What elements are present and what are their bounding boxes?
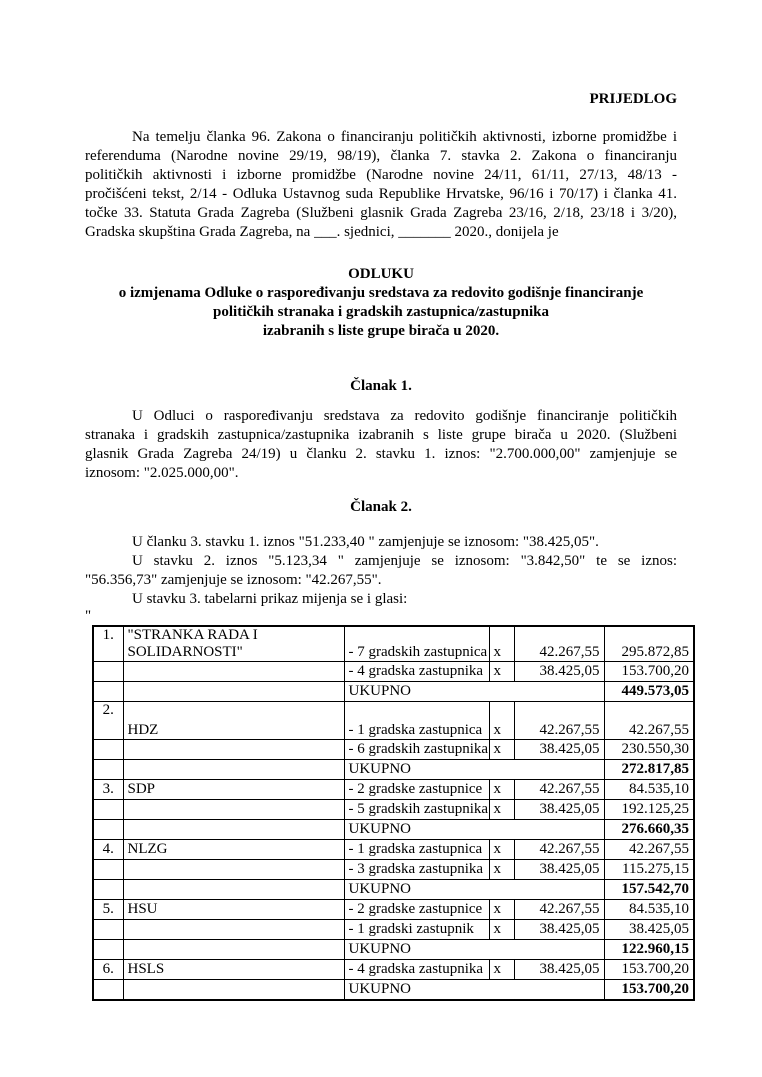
multiplier-cell: x (489, 626, 514, 662)
text-line: U stavku 3. tabelarni prikaz mijenja se i glasi: (132, 591, 408, 607)
party-name-cell (123, 920, 344, 940)
text-line: iznosom: "2.025.000,00". (85, 465, 239, 481)
total-amount-cell: 153.700,20 (604, 980, 694, 1001)
total-amount-cell: 449.573,05 (604, 682, 694, 702)
multiplier-cell: x (489, 900, 514, 920)
row-number-cell: 6. (93, 960, 123, 980)
row-number-cell: 5. (93, 900, 123, 920)
unit-amount-cell: 38.425,05 (514, 662, 604, 682)
text-line: stranaka i gradskih zastupnica/zastupnika izabranih s liste grupe birača u 2020. (Službeni (85, 427, 677, 443)
total-amount-cell: 157.542,70 (604, 880, 694, 900)
unit-amount-cell: 42.267,55 (514, 780, 604, 800)
table-row (93, 780, 694, 800)
text-line: izabranih s liste grupe birača u 2020. (262, 323, 500, 339)
multiplier-cell: x (489, 860, 514, 880)
table-row (93, 702, 694, 740)
party-name-cell: NLZG (123, 840, 344, 860)
table-row (93, 800, 694, 820)
party-name-cell (123, 740, 344, 760)
allocation-desc-cell: - 2 gradske zastupnice (344, 780, 489, 800)
row-number-cell (93, 860, 123, 880)
table-row (93, 980, 694, 1001)
text-line: U stavku 2. iznos "5.123,34 " zamjenjuje se iznosom: "3.842,50" te se iznos: (132, 553, 677, 569)
table-row (93, 760, 694, 780)
proposal-label: PRIJEDLOG (589, 91, 677, 107)
row-number-cell: 1. (93, 626, 123, 662)
table-row (93, 940, 694, 960)
ukupno-label-cell: UKUPNO (344, 880, 604, 900)
row-number-cell (93, 920, 123, 940)
article-1-heading: Članak 1. (350, 378, 412, 394)
table-row (93, 860, 694, 880)
row-number-cell (93, 760, 123, 780)
party-name-cell (123, 800, 344, 820)
text-line: Na temelju članka 96. Zakona o financiranju političkih aktivnosti, izborne promidžbe i (132, 129, 677, 145)
party-name-cell: SDP (123, 780, 344, 800)
row-number-cell (93, 740, 123, 760)
row-number-cell (93, 980, 123, 1001)
multiplier-cell: x (489, 800, 514, 820)
article-2-heading: Članak 2. (350, 499, 412, 515)
row-number-cell: 3. (93, 780, 123, 800)
text-line: Gradska skupština Grada Zagreba, na ___. sjednici, _______ 2020., donijela je (85, 224, 559, 240)
allocation-desc-cell: - 4 gradska zastupnika (344, 960, 489, 980)
unit-amount-cell: 38.425,05 (514, 920, 604, 940)
table-row (93, 920, 694, 940)
table-row (93, 820, 694, 840)
party-name-cell (123, 820, 344, 840)
multiplier-cell: x (489, 702, 514, 740)
text-line: političkih stranaka i gradskih zastupnica/zastupnika (213, 304, 549, 320)
total-amount-cell: 38.425,05 (604, 920, 694, 940)
allocation-desc-cell: - 1 gradska zastupnica (344, 840, 489, 860)
table-opening-quote: " (85, 608, 92, 624)
multiplier-cell: x (489, 960, 514, 980)
table-row (93, 626, 694, 662)
unit-amount-cell: 38.425,05 (514, 800, 604, 820)
ukupno-label-cell: UKUPNO (344, 940, 604, 960)
multiplier-cell: x (489, 662, 514, 682)
allocation-desc-cell: - 4 gradska zastupnika (344, 662, 489, 682)
total-amount-cell: 153.700,20 (604, 662, 694, 682)
row-number-cell (93, 820, 123, 840)
table-row (93, 662, 694, 682)
text-line: političkih aktivnosti i izborne promidžbe (Narodne novine 24/11, 61/11, 27/13, 48/13 - (85, 167, 677, 183)
table-row (93, 682, 694, 702)
text-line: točke 33. Statuta Grada Zagreba (Službeni glasnik Grada Zagreba 23/16, 2/18, 23/18 i 3/20), (85, 205, 677, 221)
total-amount-cell: 230.550,30 (604, 740, 694, 760)
multiplier-cell: x (489, 780, 514, 800)
row-number-cell (93, 800, 123, 820)
row-number-cell (93, 940, 123, 960)
allocation-desc-cell: - 1 gradski zastupnik (344, 920, 489, 940)
table-row (93, 840, 694, 860)
text-line: "56.356,73" zamjenjuje se iznosom: "42.267,55". (85, 572, 382, 588)
row-number-cell (93, 682, 123, 702)
intro-paragraph (85, 128, 677, 242)
text-line: U članku 3. stavku 1. iznos "51.233,40 " zamjenjuje se iznosom: "38.425,05". (132, 534, 599, 550)
multiplier-cell: x (489, 840, 514, 860)
party-name-cell (123, 682, 344, 702)
row-number-cell (93, 662, 123, 682)
total-amount-cell: 192.125,25 (604, 800, 694, 820)
total-amount-cell: 122.960,15 (604, 940, 694, 960)
total-amount-cell: 42.267,55 (604, 702, 694, 740)
total-amount-cell: 295.872,85 (604, 626, 694, 662)
party-name-cell: HSLS (123, 960, 344, 980)
allocation-table (92, 625, 695, 1001)
decision-title: ODLUKU (348, 266, 414, 282)
row-number-cell: 4. (93, 840, 123, 860)
party-name-cell (123, 760, 344, 780)
table-row (93, 900, 694, 920)
total-amount-cell: 153.700,20 (604, 960, 694, 980)
unit-amount-cell: 38.425,05 (514, 860, 604, 880)
unit-amount-cell: 42.267,55 (514, 900, 604, 920)
party-name-cell (123, 860, 344, 880)
total-amount-cell: 272.817,85 (604, 760, 694, 780)
ukupno-label-cell: UKUPNO (344, 682, 604, 702)
table-row (93, 960, 694, 980)
allocation-desc-cell: - 3 gradska zastupnika (344, 860, 489, 880)
total-amount-cell: 115.275,15 (604, 860, 694, 880)
text-line: U Odluci o raspoređivanju sredstava za redovito godišnje financiranje političkih (132, 408, 677, 424)
table-row (93, 740, 694, 760)
party-name-cell (123, 880, 344, 900)
decision-subtitle (85, 284, 677, 341)
party-name-cell (123, 662, 344, 682)
ukupno-label-cell: UKUPNO (344, 760, 604, 780)
total-amount-cell: 42.267,55 (604, 840, 694, 860)
party-name-cell: HSU (123, 900, 344, 920)
multiplier-cell: x (489, 920, 514, 940)
allocation-desc-cell: - 7 gradskih zastupnica (344, 626, 489, 662)
document-content (85, 0, 689, 1001)
unit-amount-cell: 42.267,55 (514, 702, 604, 740)
total-amount-cell: 276.660,35 (604, 820, 694, 840)
unit-amount-cell: 38.425,05 (514, 740, 604, 760)
text-line: referenduma (Narodne novine 29/19, 98/19), članka 7. stavka 2. Zakona o financiranju (85, 148, 677, 164)
party-name-cell: "STRANKA RADA I SOLIDARNOSTI" (123, 626, 344, 662)
row-number-cell: 2. (93, 702, 123, 740)
allocation-desc-cell: - 2 gradske zastupnice (344, 900, 489, 920)
party-name-cell (123, 940, 344, 960)
unit-amount-cell: 38.425,05 (514, 960, 604, 980)
unit-amount-cell: 42.267,55 (514, 840, 604, 860)
total-amount-cell: 84.535,10 (604, 780, 694, 800)
text-line: glasnik Grada Zagreba 24/19) u članku 2. stavku 1. iznos: "2.700.000,00" zamjenjuje se (85, 446, 677, 462)
party-name-cell: HDZ (123, 702, 344, 740)
multiplier-cell: x (489, 740, 514, 760)
text-line: o izmjenama Odluke o raspoređivanju sredstava za redovito godišnje financiranje (118, 285, 644, 301)
text-line: pročišćeni tekst, 2/14 - Odluka Ustavnog suda Republike Hrvatske, 96/16 i 70/17) i članka 41. (85, 186, 677, 202)
total-amount-cell: 84.535,10 (604, 900, 694, 920)
allocation-desc-cell: - 5 gradskih zastupnika (344, 800, 489, 820)
article-2-body (85, 533, 677, 609)
ukupno-label-cell: UKUPNO (344, 820, 604, 840)
allocation-desc-cell: - 6 gradskih zastupnika (344, 740, 489, 760)
ukupno-label-cell: UKUPNO (344, 980, 604, 1001)
row-number-cell (93, 880, 123, 900)
allocation-desc-cell: - 1 gradska zastupnica (344, 702, 489, 740)
table-row (93, 880, 694, 900)
party-name-cell (123, 980, 344, 1001)
article-1-body (85, 407, 677, 483)
unit-amount-cell: 42.267,55 (514, 626, 604, 662)
